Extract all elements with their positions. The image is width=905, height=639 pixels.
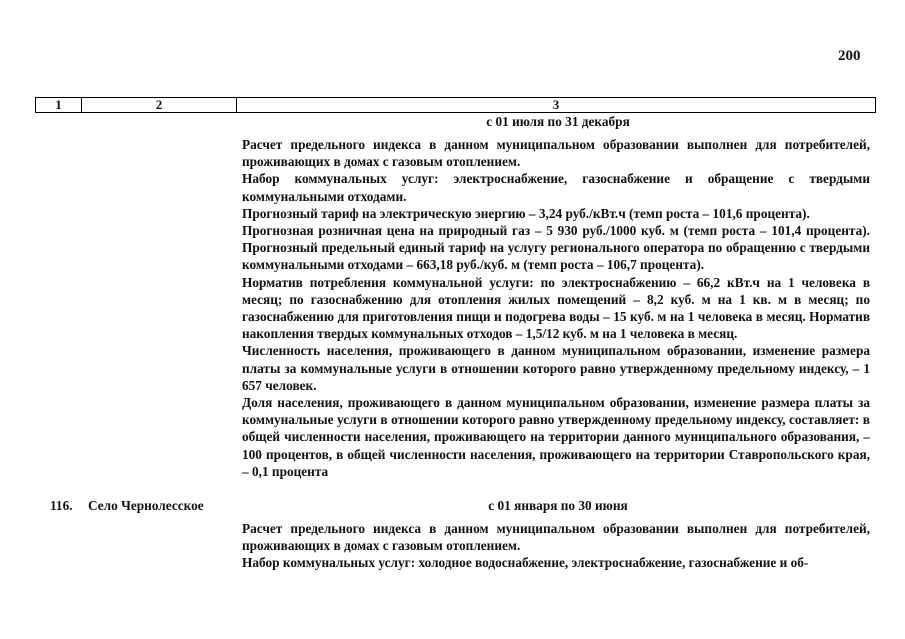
paragraph: Расчет предельного индекса в данном муниципальном образовании выполнен для потребителей, проживающих в домах с газовым отоплением.: [242, 137, 870, 170]
section-text: [242, 520, 870, 572]
table-header-col-1: 1: [36, 98, 82, 112]
paragraph: Расчет предельного индекса в данном муниципальном образовании выполнен для потребителей, проживающих в домах с газовым отоплением.: [242, 521, 870, 554]
table-header-row: [35, 97, 876, 113]
paragraph: Набор коммунальных услуг: электроснабжение, газоснабжение и обращение с твердыми коммунальными отходами.: [242, 171, 870, 204]
page-number: 200: [838, 48, 861, 64]
paragraph: Норматив потребления коммунальной услуги: по электроснабжению – 66,2 кВт.ч на 1 человека в месяц; по газоснабжению для отопления жилых помещений – 8,2 куб. м на 1 кв. м в месяц; по газоснабжению для приготовления пищи и подогрева воды – 15 куб. м на 1 человека в месяц. Норматив накопления твердых коммунальных отходов – 1,5/12 куб. м на 1 человека в месяц.: [242, 274, 870, 342]
section-text: [242, 136, 870, 480]
paragraph: Прогнозная розничная цена на природный газ – 5 930 руб./1000 куб. м (темп роста – 101,4 процента). Прогнозный предельный единый тариф на услугу регионального оператора по обращению с твердыми коммунальными отходами – 663,18 руб./куб. м (темп роста – 106,7 процента).: [242, 223, 870, 273]
entry-name: Село Чернолесское: [88, 498, 204, 513]
paragraph: Численность населения, проживающего в данном муниципальном образовании, изменение размера платы за коммунальные услуги в отношении которого равно утвержденному предельному индексу, – 1 657 человек.: [242, 343, 870, 393]
period-heading: с 01 июля по 31 декабря: [486, 114, 630, 129]
period-heading: с 01 января по 30 июня: [488, 498, 628, 513]
paragraph: Прогнозный тариф на электрическую энергию – 3,24 руб./кВт.ч (темп роста – 101,6 процента).: [242, 205, 810, 221]
table-header-col-3: 3: [552, 97, 560, 112]
entry-number: 116.: [50, 498, 73, 513]
paragraph: Доля населения, проживающего в данном муниципальном образовании, изменение размера платы за коммунальные услуги в отношении которого равно утвержденному предельному индексу, составляет: в общей численности населения, проживающего на территории данного муниципального образования, – 100 процентов, в общей численности населения, проживающего на территории Ставропольского края, – 0,1 процента: [242, 395, 870, 479]
paragraph: Набор коммунальных услуг: холодное водоснабжение, электроснабжение, газоснабжение и об-: [242, 555, 809, 571]
table-header-col-2: 2: [82, 98, 237, 112]
